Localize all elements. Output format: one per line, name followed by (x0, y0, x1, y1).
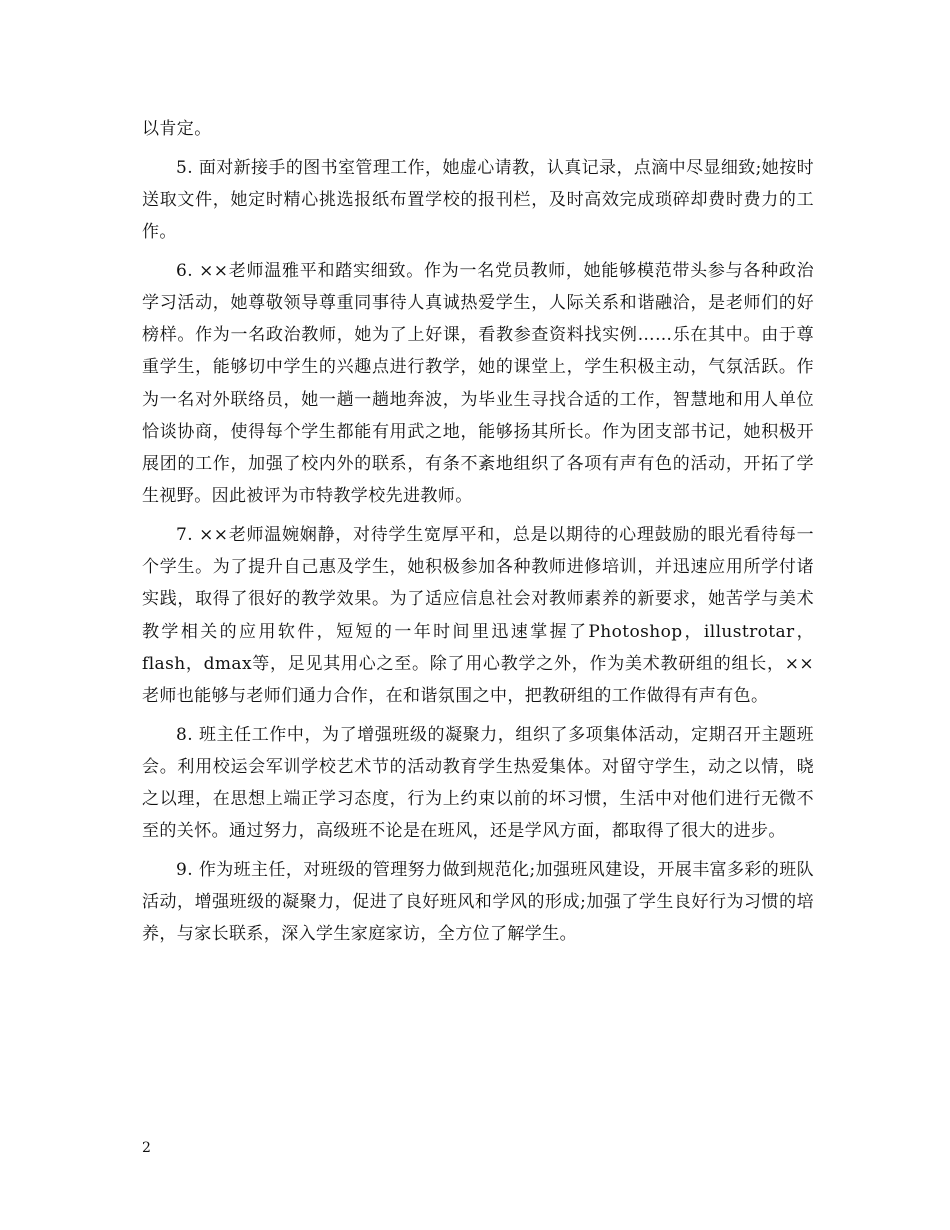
paragraph-item-7: 7. ××老师温婉娴静，对待学生宽厚平和，总是以期待的心理鼓励的眼光看待每一个学生。为了提升自己惠及学生，她积极参加各种教师进修培训，并迅速应用所学付诸实践，取得了很好的教学效果。为了适应信息社会对教师素养的新要求，她苦学与美术教学相关的应用软件，短短的一年时间里迅速掌握了Photoshop，illustrotar，flash，dmax等，足见其用心之至。除了用心教学之外，作为美术教研组的组长，××老师也能够与老师们通力合作，在和谐氛围之中，把教研组的工作做得有声有色。 (142, 524, 814, 706)
page-number: 2 (142, 1140, 151, 1156)
document-body (142, 113, 814, 957)
paragraph-item-8: 8. 班主任工作中，为了增强班级的凝聚力，组织了多项集体活动，定期召开主题班会。利用校运会军训学校艺术节的活动教育学生热爱集体。对留守学生，动之以情，晓之以理，在思想上端正学习态度，行为上约束以前的坏习惯，生活中对他们进行无微不至的关怀。通过努力，高级班不论是在班风，还是学风方面，都取得了很大的进步。 (142, 724, 814, 842)
paragraph-continuation: 以肯定。 (142, 119, 212, 139)
paragraph-item-9: 9. 作为班主任，对班级的管理努力做到规范化;加强班风建设，开展丰富多彩的班队活动，增强班级的凝聚力，促进了良好班风和学风的形成;加强了学生良好行为习惯的培养，与家长联系，深入学生家庭家访，全方位了解学生。 (142, 859, 814, 945)
paragraph-item-5: 5. 面对新接手的图书室管理工作，她虚心请教，认真记录，点滴中尽显细致;她按时送取文件，她定时精心挑选报纸布置学校的报刊栏，及时高效完成琐碎却费时费力的工作。 (142, 157, 814, 243)
paragraph-item-6: 6. ××老师温雅平和踏实细致。作为一名党员教师，她能够模范带头参与各种政治学习活动，她尊敬领导尊重同事待人真诚热爱学生，人际关系和谐融洽，是老师们的好榜样。作为一名政治教师，她为了上好课，看教参查资料找实例……乐在其中。由于尊重学生，能够切中学生的兴趣点进行教学，她的课堂上，学生积极主动，气氛活跃。作为一名对外联络员，她一趟一趟地奔波，为毕业生寻找合适的工作，智慧地和用人单位恰谈协商，使得每个学生都能有用武之地，能够扬其所长。作为团支部书记，她积极开展团的工作，加强了校内外的联系，有条不紊地组织了各项有声有色的活动，开拓了学生视野。因此被评为市特教学校先进教师。 (142, 260, 814, 507)
